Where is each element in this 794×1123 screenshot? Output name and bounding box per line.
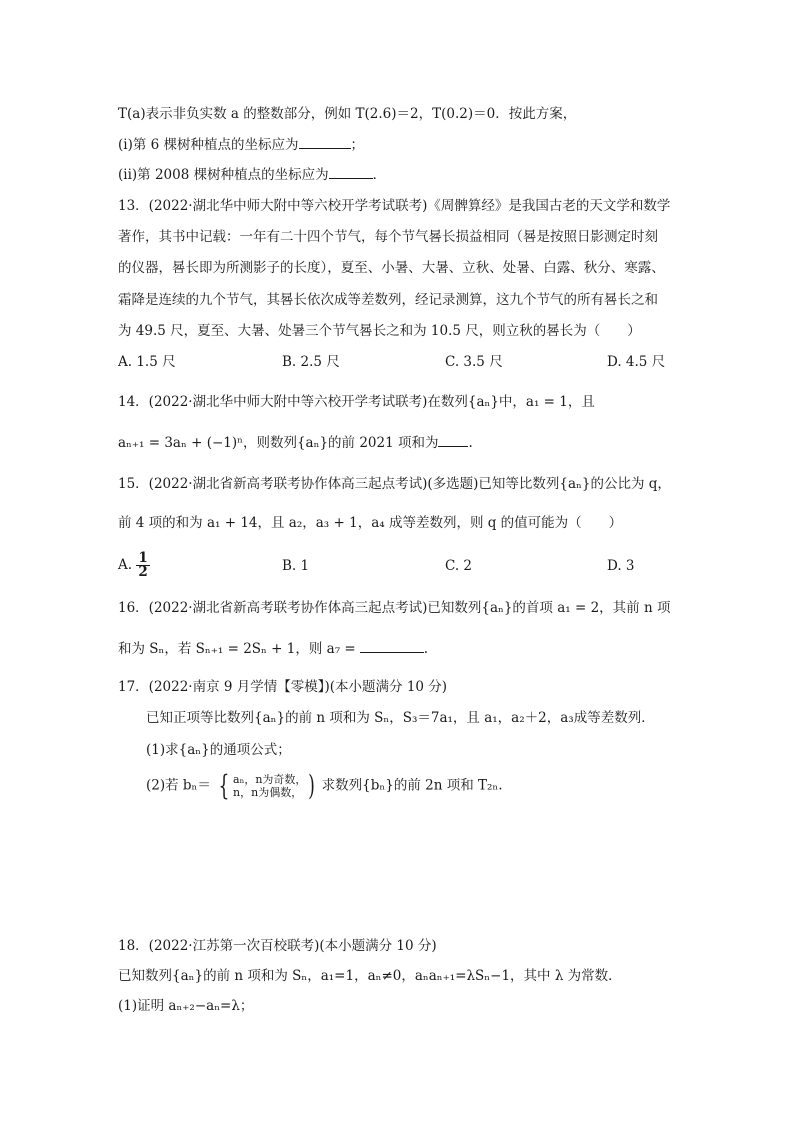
right-paren: ) — [308, 769, 316, 802]
question-16-line-2 — [118, 638, 428, 659]
answer-blank[interactable] — [438, 432, 468, 447]
question-18-header: 18．(2022·江苏第一次百校联考)(本小题满分 10 分) — [118, 938, 437, 954]
part-2-suffix: 求数列{bₙ}的前 2n 项和 T₂ₙ. — [321, 777, 503, 794]
question-18-stem: 已知数列{aₙ}的前 n 项和为 Sₙ，a₁=1，aₙ≠0，aₙaₙ₊₁=λSₙ−1，其中 λ 为常数． — [118, 968, 622, 984]
piecewise-definition — [215, 769, 317, 802]
question-15-option-b[interactable]: B. 1 — [282, 558, 310, 574]
question-14-line-2 — [118, 432, 473, 453]
tree-6-text: (i)第 6 棵树种植点的坐标应为 — [118, 137, 299, 153]
question-16-line-1: 16．(2022·湖北省新高考联考协作体高三起点考试)已知数列{aₙ}的首项 a₁ = 2，其前 n 项 — [118, 600, 671, 616]
question-18-part-1: (1)证明 aₙ₊₂−aₙ=λ； — [118, 998, 254, 1014]
question-13-line-5: 为 49.5 尺，夏至、大暑、处暑三个节气晷长之和为 10.5 尺，则立秋的晷长为（ ） — [118, 323, 641, 339]
punct: ； — [350, 137, 365, 153]
question-13-option-a[interactable]: A. 1.5 尺 — [118, 354, 176, 370]
question-13-option-c[interactable]: C. 3.5 尺 — [445, 354, 503, 370]
question-13-line-2: 著作，其书中记载：一年有二十四个节气，每个节气晷长损益相同（晷是按照日影测定时刻 — [118, 229, 658, 245]
answer-blank[interactable] — [360, 638, 424, 653]
answer-blank[interactable] — [299, 134, 351, 149]
question-17-part-1: (1)求{aₙ}的通项公式； — [146, 742, 291, 758]
fraction-numerator: 1 — [138, 550, 148, 566]
question-15-option-d[interactable]: D. 3 — [607, 558, 635, 574]
answer-blank[interactable] — [329, 164, 373, 179]
part-2-prefix: (2)若 bₙ＝ — [146, 777, 211, 794]
question-15-line-1: 15．(2022·湖北省新高考联考协作体高三起点考试)(多选题)已知等比数列{aₙ}的公比为 q， — [118, 476, 671, 492]
case-rows — [233, 773, 306, 799]
question-16-formula: 和为 Sₙ，若 Sₙ₊₁ = 2Sₙ + 1，则 a₇ = — [118, 641, 356, 657]
fraction-one-half — [136, 552, 149, 579]
question-13-option-b[interactable]: B. 2.5 尺 — [282, 354, 340, 370]
text-line-tree-6 — [118, 134, 364, 155]
question-13-line-3: 的仪器，晷长即为所测影子的长度），夏至、小暑、大暑、立秋、处暑、白露、秋分、寒露、 — [118, 260, 665, 276]
case-even: n，n为偶数， — [233, 786, 303, 799]
question-15-line-2: 前 4 项的和为 a₁ + 14，且 a₂，a₃ + 1，a₄ 成等差数列，则 q 的值可能为（ ） — [118, 515, 623, 531]
question-17-part-2 — [146, 769, 503, 802]
question-14-formula: aₙ₊₁ = 3aₙ + (−1)ⁿ，则数列{aₙ}的前 2021 项和为 — [118, 435, 439, 451]
question-17-header: 17．(2022·南京 9 月学情【零模】)(本小题满分 10 分) — [118, 679, 448, 695]
tree-2008-text: (ii)第 2008 棵树种植点的坐标应为 — [118, 167, 329, 183]
fraction-denominator: 2 — [138, 564, 148, 580]
punct: . — [468, 435, 473, 451]
question-13-line-4: 霜降是连续的九个节气，其晷长依次成等差数列，经记录测算，这九个节气的所有晷长之和 — [118, 292, 658, 308]
option-letter: A. — [118, 557, 133, 573]
punct: . — [423, 641, 429, 657]
case-odd: aₙ，n为奇数， — [233, 773, 307, 786]
question-15-option-c[interactable]: C. 2 — [445, 558, 473, 574]
question-13-option-d[interactable]: D. 4.5 尺 — [607, 354, 666, 370]
question-17-stem: 已知正项等比数列{aₙ}的前 n 项和为 Sₙ，S₃＝7a₁，且 a₁，a₂＋2，a₃成等差数列． — [146, 710, 655, 726]
text-line-t-definition: T(a)表示非负实数 a 的整数部分，例如 T(2.6)＝2，T(0.2)＝0．按此方案， — [118, 106, 577, 122]
text-line-tree-2008 — [118, 164, 386, 185]
left-brace: { — [218, 769, 230, 802]
question-13-line-1: 13．(2022·湖北华中师大附中等六校开学考试联考)《周髀算经》是我国古老的天文学和数学 — [118, 198, 671, 214]
question-14-line-1: 14．(2022·湖北华中师大附中等六校开学考试联考)在数列{aₙ}中，a₁ = 1，且 — [118, 394, 595, 410]
punct: ． — [372, 167, 387, 183]
question-15-option-a[interactable] — [118, 552, 150, 579]
